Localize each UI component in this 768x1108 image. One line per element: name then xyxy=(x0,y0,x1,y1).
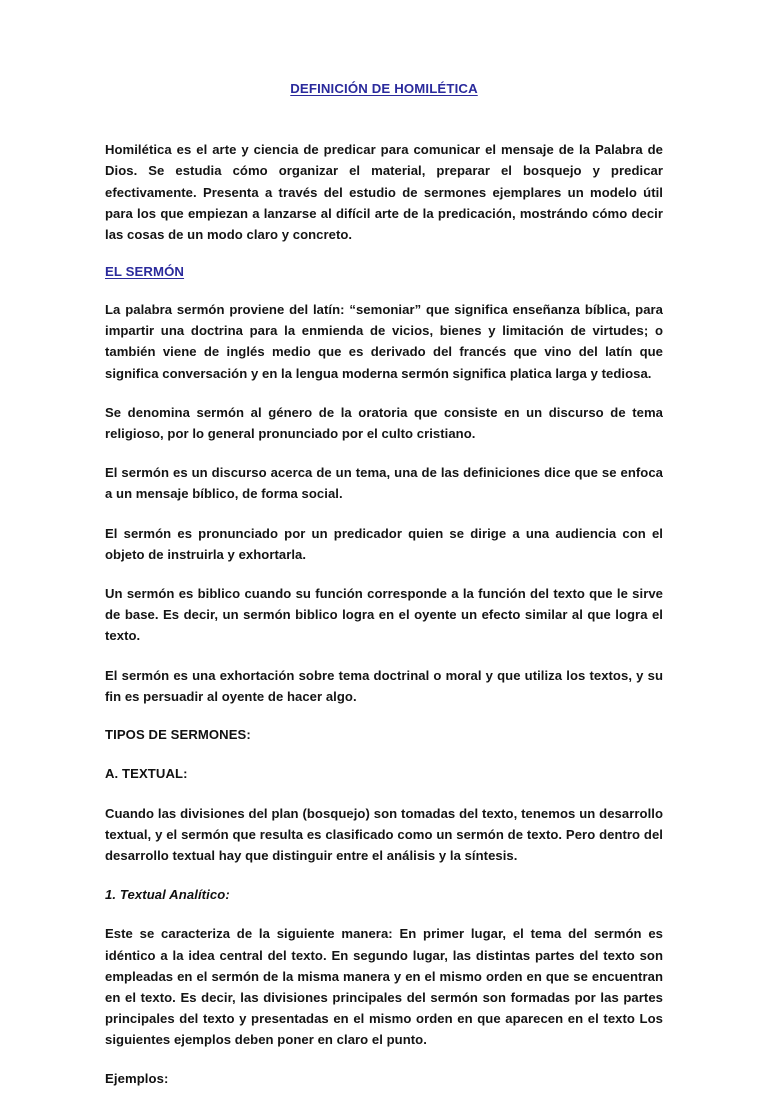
section-heading-el-sermon: EL SERMÓN xyxy=(105,264,185,280)
textual-paragraph: Cuando las divisiones del plan (bosquejo) son tomadas del texto, tenemos un desarrollo textual, y el sermón que resulta es clasificado como un sermón de texto. Pero dentro del desarrollo textual hay que distinguir entre el análisis y la síntesis. xyxy=(105,805,663,864)
sermon-paragraph-4: El sermón es pronunciado por un predicador quien se dirige a una audiencia con el objeto de instruirla y exhortarla. xyxy=(105,525,663,562)
sermon-paragraph-1: La palabra sermón proviene del latín: “semoniar” que significa enseñanza bíblica, para impartir una doctrina para la enmienda de vicios, bienes y limitación de virtudes; o también viene de inglés medio que es derivado del francés que vino del latín que significa conversación y en la lengua moderna sermón significa platica larga y tediosa. xyxy=(105,301,663,381)
subsection-heading-a-textual: A. TEXTUAL: xyxy=(105,765,188,781)
sermon-paragraph-5: Un sermón es biblico cuando su función corresponde a la función del texto que le sirve de base. Es decir, un sermón biblico logra en el oyente un efecto similar al que logra el texto. xyxy=(105,586,663,644)
sermon-paragraph-3: El sermón es un discurso acerca de un tema, una de las definiciones dice que se enfoca a un mensaje bíblico, de forma social. xyxy=(105,465,663,502)
document-content-column xyxy=(105,80,663,1108)
intro-paragraph: Homilética es el arte y ciencia de predicar para comunicar el mensaje de la Palabra de Dios. Se estudia cómo organizar el material, preparar el bosquejo y predicar efectivamente. Presenta a través del estudio de sermones ejemplares un modelo útil para los que empiezan a lanzarse al difícil arte de la predicación, mostrándo cómo decir las cosas de un modo claro y concreto. xyxy=(105,142,663,242)
textual-analitico-paragraph: Este se caracteriza de la siguiente manera: En primer lugar, el tema del sermón es idéntico a la idea central del texto. En segundo lugar, las distintas partes del texto son empleadas en el sermón de la misma manera y en el mismo orden en que se encuentran en el texto. Es decir, las divisiones principales del sermón son formadas por las partes principales del texto y presentadas en el mismo orden en que aparecen en el texto Los siguientes ejemplos deben poner en claro el punto. xyxy=(105,926,663,1048)
sermon-paragraph-2: Se denomina sermón al género de la oratoria que consiste en un discurso de tema religioso, por lo general pronunciado por el culto cristiano. xyxy=(105,404,663,441)
subsection-heading-textual-analitico: 1. Textual Analítico: xyxy=(105,886,230,902)
page-title: DEFINICIÓN DE HOMILÉTICA xyxy=(290,81,478,96)
section-heading-tipos-de-sermones: TIPOS DE SERMONES: xyxy=(105,727,251,743)
ejemplos-label: Ejemplos: xyxy=(105,1070,169,1086)
sermon-paragraph-6: El sermón es una exhortación sobre tema doctrinal o moral y que utiliza los textos, y su fin es persuadir al oyente de hacer algo. xyxy=(105,667,663,704)
